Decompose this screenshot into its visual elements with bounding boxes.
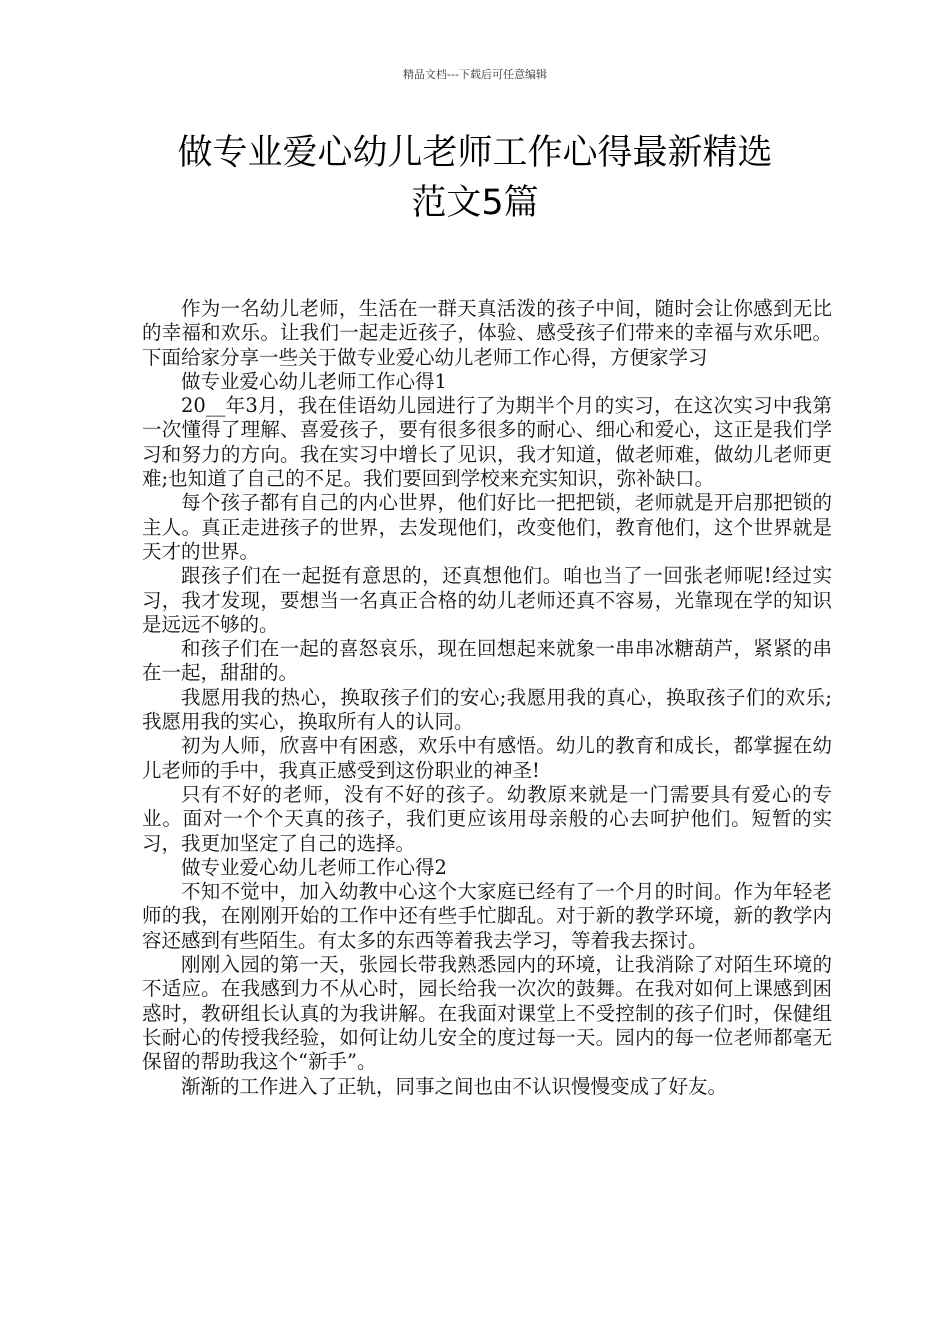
body-paragraph: 初为人师，欣喜中有困惑，欢乐中有感悟。幼儿的教育和成长，都掌握在幼儿老师的手中，我真正感受到这份职业的神圣! [142, 734, 832, 782]
page-header: 精品文档---下载后可任意编辑 [403, 68, 547, 81]
body-paragraph: 渐渐的工作进入了正轨，同事之间也由不认识慢慢变成了好友。 [181, 1074, 728, 1098]
body-paragraph: 我愿用我的热心，换取孩子们的安心;我愿用我的真心，换取孩子们的欢乐;我愿用我的实心，换取所有人的认同。 [142, 685, 832, 734]
body-paragraph: 刚刚入园的第一天，张园长带我熟悉园内的环境，让我消除了对陌生环境的不适应。在我感到力不从心时，园长给我一次次的鼓舞。在我对如何上课感到困惑时，教研组长认真的为我讲解。在我面对课堂上不受控制的孩子们时，保健组长耐心的传授我经验，如何让幼儿安全的度过每一天。园内的每一位老师都毫无保留的帮助我这个“新手”。 [142, 953, 832, 1074]
document-title [60, 128, 890, 228]
section-heading-1: 做专业爱心幼儿老师工作心得1 [181, 369, 447, 393]
document-title-line-2: 范文5篇 [411, 183, 539, 223]
document-title-line-1: 做专业爱心幼儿老师工作心得最新精选 [177, 133, 773, 173]
body-paragraph: 20__年3月，我在佳语幼儿园进行了为期半个月的实习，在这次实习中我第一次懂得了理解、喜爱孩子，要有很多很多的耐心、细心和爱心，这正是我们学习和努力的方向。我在实习中增长了见识，我才知道，做老师难，做幼儿老师更难;也知道了自己的不足。我们要回到学校来充实知识，弥补缺口。 [142, 394, 832, 491]
intro-paragraph: 作为一名幼儿老师，生活在一群天真活泼的孩子中间，随时会让你感到无比的幸福和欢乐。让我们一起走近孩子，体验、感受孩子们带来的幸福与欢乐吧。下面给家分享一些关于做专业爱心幼儿老师工作心得，方便家学习 [142, 297, 832, 369]
body-paragraph: 不知不觉中，加入幼教中心这个大家庭已经有了一个月的时间。作为年轻老师的我，在刚刚开始的工作中还有些手忙脚乱。对于新的教学环境，新的教学内容还感到有些陌生。有太多的东西等着我去学习，等着我去探讨。 [142, 880, 832, 952]
body-paragraph: 和孩子们在一起的喜怒哀乐，现在回想起来就象一串串冰糖葫芦，紧紧的串在一起，甜甜的。 [142, 637, 832, 685]
document-body [142, 297, 832, 1099]
body-paragraph: 每个孩子都有自己的内心世界，他们好比一把把锁，老师就是开启那把锁的主人。真正走进孩子的世界，去发现他们，改变他们，教育他们，这个世界就是天才的世界。 [142, 491, 832, 563]
body-paragraph: 跟孩子们在一起挺有意思的，还真想他们。咱也当了一回张老师呢!经过实习，我才发现，要想当一名真正合格的幼儿老师还真不容易，光靠现在学的知识是远远不够的。 [142, 564, 832, 636]
body-paragraph: 只有不好的老师，没有不好的孩子。幼教原来就是一门需要具有爱心的专业。面对一个个天真的孩子，我们更应该用母亲般的心去呵护他们。短暂的实习，我更加坚定了自己的选择。 [142, 782, 832, 855]
section-heading-2: 做专业爱心幼儿老师工作心得2 [181, 855, 447, 879]
